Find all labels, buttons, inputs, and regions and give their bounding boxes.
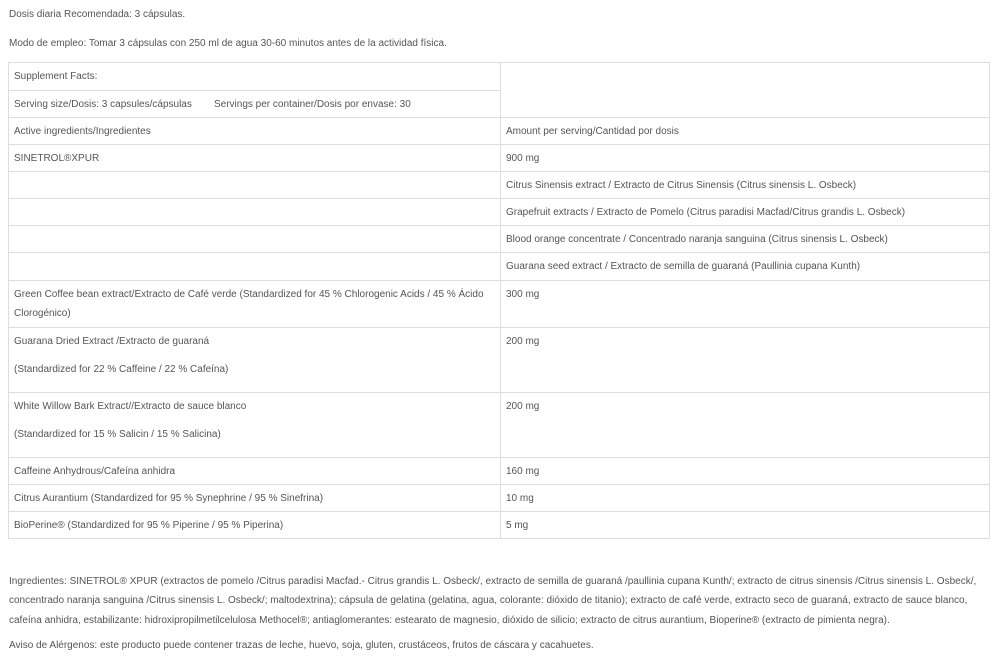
- table-row: [9, 226, 990, 253]
- table-row: [9, 393, 990, 458]
- table-row: [9, 458, 990, 485]
- ingredient-name: SINETROL®XPUR: [9, 145, 501, 172]
- ingredient-amount: 200 mg: [501, 393, 990, 458]
- ingredient-amount: 900 mg: [501, 145, 990, 172]
- usage-instructions-text: Modo de empleo: Tomar 3 cápsulas con 250 ml de agua 30-60 minutos antes de la actividad física.: [9, 38, 447, 49]
- ingredient-amount: 200 mg: [501, 328, 990, 393]
- ingredient-name: [9, 226, 501, 253]
- header-amount: Amount per serving/Cantidad por dosis: [501, 118, 990, 145]
- servings-per-container: Servings per container/Dosis por envase: 30: [214, 99, 411, 110]
- ingredient-amount: 300 mg: [501, 281, 990, 328]
- facts-header-empty-cell: [501, 63, 990, 118]
- ingredient-name: BioPerine® (Standardized for 95 % Piperine / 95 % Piperina): [9, 512, 501, 539]
- ingredient-name: Guarana Dried Extract /Extracto de guaraná: [14, 336, 210, 347]
- table-row: [9, 172, 990, 199]
- header-ingredients: Active ingredients/Ingredientes: [9, 118, 501, 145]
- table-row: [9, 512, 990, 539]
- ingredient-name: [9, 199, 501, 226]
- facts-title: Supplement Facts:: [9, 63, 501, 91]
- ingredient-name: [9, 253, 501, 281]
- ingredient-name-cell: [9, 393, 501, 458]
- ingredient-amount: 5 mg: [501, 512, 990, 539]
- ingredients-text: Ingredientes: SINETROL® XPUR (extractos de pomelo /Citrus paradisi Macfad.- Citrus grandis L. Osbeck/, extracto de semilla de guaraná /paullinia cupana Kunth/; extracto de citrus sinensis /Citrus sinensis L. Osbeck/, concentrado naranja sanguina /Citrus sinensis L. Osbeck/; maltodextrina); cápsula de gelatina (gelatina, agua, colorante: dióxido de titanio); extracto de café verde, extracto seco de guaraná, extracto de sauce blanco, cafeína anhidra, estabilizante: hidroxipropilmetilcelulosa Methocel®; antiaglomerantes: estearato de magnesio, dióxido de silicio; extracto de citrus aurantium, Bioperine® (extracto de pimienta negra).: [9, 576, 977, 626]
- ingredient-name: White Willow Bark Extract//Extracto de sauce blanco: [14, 401, 247, 412]
- ingredient-amount: Blood orange concentrate / Concentrado naranja sanguina (Citrus sinensis L. Osbeck): [501, 226, 990, 253]
- ingredient-amount: Guarana seed extract / Extracto de semilla de guaraná (Paullinia cupana Kunth): [501, 253, 990, 281]
- daily-dose-text: Dosis diaria Recomendada: 3 cápsulas.: [9, 9, 186, 20]
- table-row: [9, 485, 990, 512]
- table-row: [9, 328, 990, 393]
- ingredient-standardization: (Standardized for 22 % Caffeine / 22 % Cafeína): [14, 364, 229, 375]
- serving-size: Serving size/Dosis: 3 capsules/cápsulas: [14, 99, 192, 110]
- allergen-notice: Aviso de Alérgenos: este producto puede contener trazas de leche, huevo, soja, gluten, crustáceos, frutos de cáscara y cacahuetes.: [9, 640, 594, 651]
- supplement-facts-table: [8, 62, 990, 539]
- ingredient-amount: 160 mg: [501, 458, 990, 485]
- ingredient-name: Green Coffee bean extract/Extracto de Café verde (Standardized for 45 % Chlorogenic Acids / 45 % Ácido Clorogénico): [9, 281, 501, 328]
- ingredient-standardization: (Standardized for 15 % Salicin / 15 % Salicina): [14, 429, 221, 440]
- table-row: [9, 281, 990, 328]
- serving-info: [9, 91, 501, 118]
- ingredient-name-cell: [9, 328, 501, 393]
- ingredient-amount: Grapefruit extracts / Extracto de Pomelo (Citrus paradisi Macfad/Citrus grandis L. Osbeck): [501, 199, 990, 226]
- ingredient-amount: Citrus Sinensis extract / Extracto de Citrus Sinensis (Citrus sinensis L. Osbeck): [501, 172, 990, 199]
- ingredient-name: Citrus Aurantium (Standardized for 95 % Synephrine / 95 % Sinefrina): [9, 485, 501, 512]
- table-row: [9, 199, 990, 226]
- table-row: [9, 253, 990, 281]
- ingredient-name: [9, 172, 501, 199]
- table-header-row: [9, 118, 990, 145]
- ingredient-amount: 10 mg: [501, 485, 990, 512]
- table-row: [9, 145, 990, 172]
- ingredient-name: Caffeine Anhydrous/Cafeína anhidra: [9, 458, 501, 485]
